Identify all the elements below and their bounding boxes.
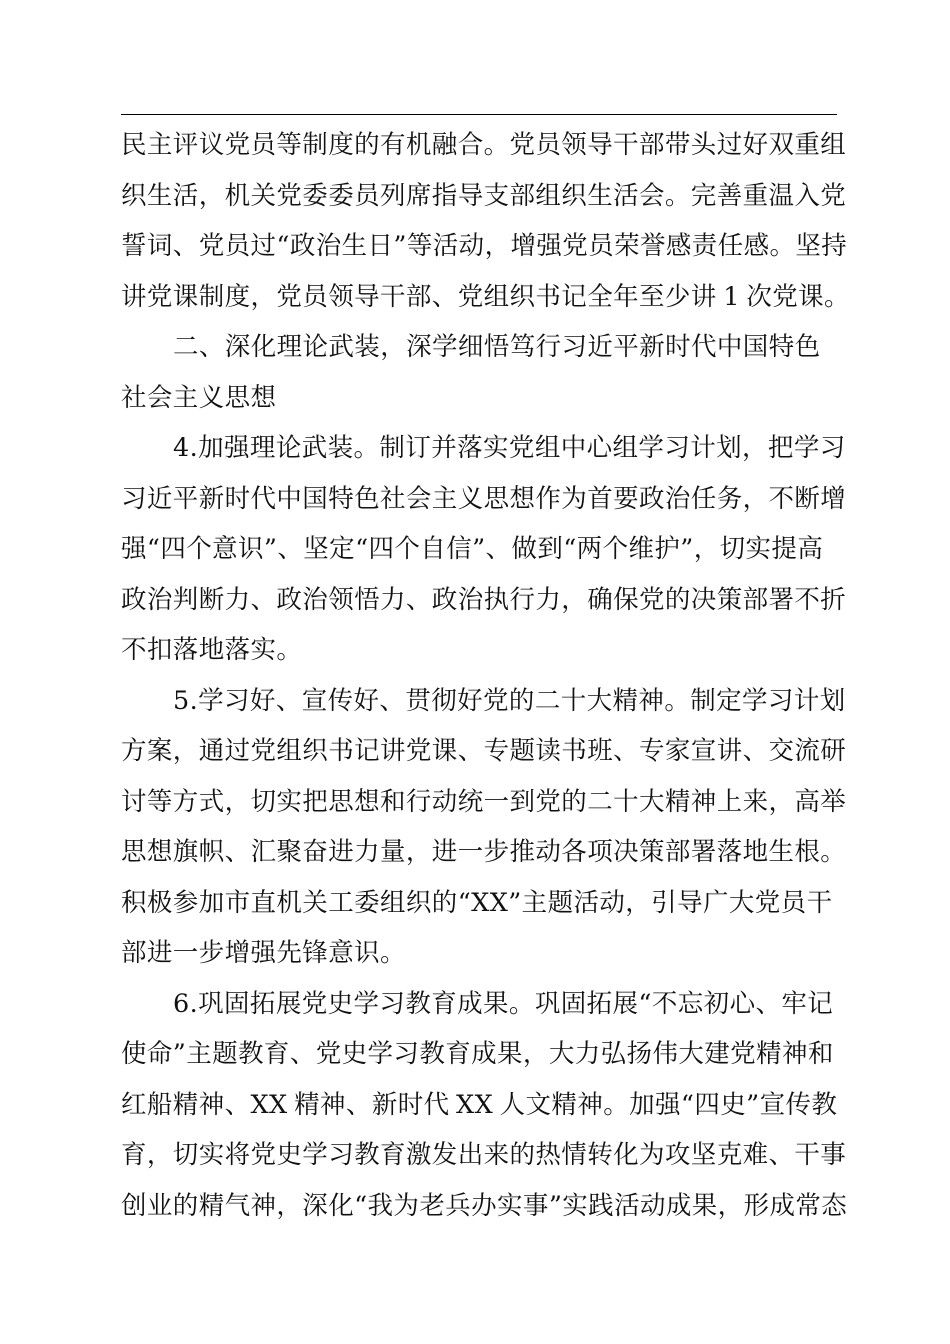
header-rule [121,114,837,115]
paragraph-start-line: 6.巩固拓展党史学习教育成果。巩固拓展“不忘初心、牢记 [173,988,834,1019]
section-heading-line: 社会主义思想 [121,382,277,413]
body-line: 育，切实将党史学习教育激发出来的热情转化为攻坚克难、干事 [121,1140,847,1170]
body-line: 创业的精气神，深化“我为老兵办实事”实践活动成果，形成常态 [121,1190,848,1221]
body-line: 使命”主题教育、党史学习教育成果，大力弘扬伟大建党精神和 [121,1039,834,1069]
paragraph-start-line: 5.学习好、宣传好、贯彻好党的二十大精神。制定学习计划 [173,685,846,716]
body-line: 织生活，机关党委委员列席指导支部组织生活会。完善重温入党 [121,180,847,211]
paragraph-start-line: 4.加强理论武装。制订并落实党组中心组学习计划，把学习 [173,433,846,463]
body-line: 讲党课制度，党员领导干部、党组织书记全年至少讲 1 次党课。 [121,281,850,312]
body-line: 讨等方式，切实把思想和行动统一到党的二十大精神上来，高举 [121,786,847,817]
body-line: 民主评议党员等制度的有机融合。党员领导干部带头过好双重组 [121,130,847,160]
body-line: 不扣落地落实。 [121,635,303,665]
body-line: 方案，通过党组织书记讲党课、专题读书班、专家宣讲、交流研 [121,736,847,766]
body-line: 思想旗帜、汇聚奋进力量，进一步推动各项决策部署落地生根。 [121,837,847,867]
body-line: 习近平新时代中国特色社会主义思想作为首要政治任务，不断增 [121,483,847,514]
body-line: 积极参加市直机关工委组织的“XX”主题活动，引导广大党员干 [121,887,833,918]
document-body [121,120,850,1231]
body-line: 政治判断力、政治领悟力、政治执行力，确保党的决策部署不折 [121,584,847,615]
section-heading-line: 二、深化理论武装，深学细悟笃行习近平新时代中国特色 [173,332,821,362]
body-line: 红船精神、XX 精神、新时代 XX 人文精神。加强“四史”宣传教 [121,1089,838,1120]
body-line: 强“四个意识”、坚定“四个自信”、做到“两个维护”，切实提高 [121,534,824,564]
body-line: 部进一步增强先锋意识。 [121,938,406,968]
body-line: 誓词、党员过“政治生日”等活动，增强党员荣誉感责任感。坚持 [121,231,848,261]
